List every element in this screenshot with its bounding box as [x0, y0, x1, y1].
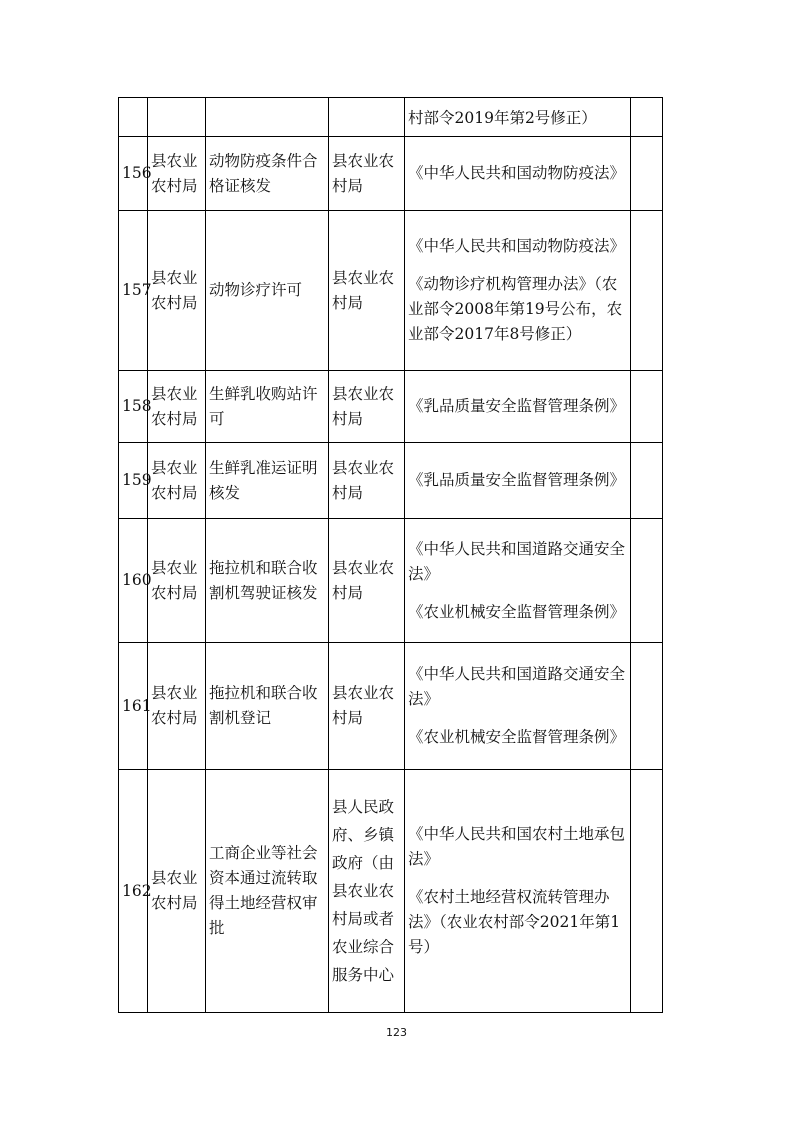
remark-cell	[631, 137, 663, 211]
row-number	[119, 98, 148, 137]
item-cell: 拖拉机和联合收割机登记	[206, 643, 329, 770]
item-cell: 动物防疫条件合格证核发	[206, 137, 329, 211]
basis-text: 《中华人民共和国动物防疫法》	[408, 237, 626, 255]
row-number: 158	[119, 371, 148, 443]
basis-cell	[405, 770, 631, 1013]
remark-cell	[631, 770, 663, 1013]
item-cell: 生鲜乳准运证明核发	[206, 443, 329, 519]
department-cell: 县农业农村局	[148, 643, 206, 770]
basis-text: 《中华人民共和国动物防疫法》	[408, 164, 626, 182]
department-cell: 县农业农村局	[148, 770, 206, 1013]
remark-cell	[631, 643, 663, 770]
item-cell: 动物诊疗许可	[206, 211, 329, 371]
remark-cell	[631, 98, 663, 137]
remark-cell	[631, 519, 663, 643]
basis-cell	[405, 98, 631, 137]
remark-cell	[631, 443, 663, 519]
basis-text: 《农业机械安全监督管理条例》	[408, 728, 626, 746]
basis-text: 《乳品质量安全监督管理条例》	[408, 471, 626, 489]
row-number: 160	[119, 519, 148, 643]
implementer-cell: 县人民政府、乡镇政府（由县农业农村局或者农业综合服务中心	[329, 770, 405, 1013]
item-cell	[206, 98, 329, 137]
basis-cell	[405, 371, 631, 443]
implementer-cell: 县农业农村局	[329, 443, 405, 519]
table-row	[119, 211, 663, 371]
table-row	[119, 443, 663, 519]
table-row	[119, 519, 663, 643]
department-cell: 县农业农村局	[148, 519, 206, 643]
basis-text: 村部令2019年第2号修正）	[408, 109, 597, 127]
implementer-cell: 县农业农村局	[329, 211, 405, 371]
implementer-cell	[329, 98, 405, 137]
department-cell: 县农业农村局	[148, 371, 206, 443]
implementer-cell: 县农业农村局	[329, 371, 405, 443]
item-cell: 工商企业等社会资本通过流转取得土地经营权审批	[206, 770, 329, 1013]
department-cell: 县农业农村局	[148, 211, 206, 371]
approval-items-table	[118, 97, 663, 1013]
basis-cell	[405, 211, 631, 371]
basis-cell	[405, 519, 631, 643]
table-row-continuation	[119, 98, 663, 137]
implementer-cell: 县农业农村局	[329, 519, 405, 643]
item-cell: 生鲜乳收购站许可	[206, 371, 329, 443]
row-number: 162	[119, 770, 148, 1013]
basis-text: 《中华人民共和国道路交通安全法》	[408, 665, 626, 708]
basis-text: 《动物诊疗机构管理办法》（农业部令2008年第19号公布，农业部令2017年8号修正）	[408, 275, 623, 343]
basis-text: 《农村土地经营权流转管理办法》（农业农村部令2021年第1号）	[408, 888, 621, 956]
basis-text: 《农业机械安全监督管理条例》	[408, 602, 626, 621]
department-cell	[148, 98, 206, 137]
row-number: 156	[119, 137, 148, 211]
row-number: 161	[119, 643, 148, 770]
basis-text: 《中华人民共和国农村土地承包法》	[408, 825, 626, 868]
row-number: 157	[119, 211, 148, 371]
table-row	[119, 137, 663, 211]
remark-cell	[631, 211, 663, 371]
department-cell: 县农业农村局	[148, 443, 206, 519]
basis-text: 《中华人民共和国道路交通安全法》	[408, 539, 626, 583]
table-row	[119, 371, 663, 443]
row-number: 159	[119, 443, 148, 519]
basis-cell	[405, 643, 631, 770]
basis-text: 《乳品质量安全监督管理条例》	[408, 397, 626, 415]
department-cell: 县农业农村局	[148, 137, 206, 211]
basis-cell	[405, 137, 631, 211]
table-row	[119, 770, 663, 1013]
table-row	[119, 643, 663, 770]
implementer-cell: 县农业农村局	[329, 137, 405, 211]
item-cell: 拖拉机和联合收割机驾驶证核发	[206, 519, 329, 643]
page-number: 123	[386, 1026, 407, 1039]
basis-cell	[405, 443, 631, 519]
remark-cell	[631, 371, 663, 443]
implementer-cell: 县农业农村局	[329, 643, 405, 770]
